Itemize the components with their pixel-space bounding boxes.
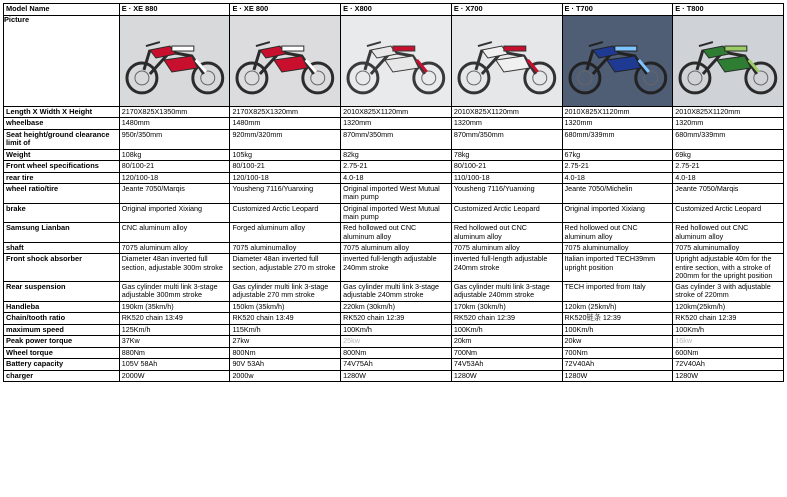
- bike-illustration: [341, 16, 451, 106]
- row-label: rear tire: [4, 172, 120, 184]
- product-photo-trial-bike-t700: [562, 15, 673, 106]
- cell-value: 700Nm: [562, 347, 673, 359]
- table-row: [4, 313, 784, 325]
- cell-value: 880Nm: [119, 347, 230, 359]
- cell-value: Diameter 48an inverted full section, adjustable 300m stroke: [119, 254, 230, 282]
- cell-value: Gas cylinder 3 with adjustable stroke of 220mm: [673, 282, 784, 302]
- cell-value: 4.0-18: [562, 172, 673, 184]
- cell-value: 20kw: [562, 336, 673, 348]
- cell-value: RK520 chain 12:39: [673, 313, 784, 325]
- row-label: Samsung Lianban: [4, 223, 120, 243]
- table-row: [4, 172, 784, 184]
- row-label: Rear suspension: [4, 282, 120, 302]
- cell-value: 1280W: [673, 370, 784, 382]
- cell-value: 2010X825X1120mm: [341, 106, 452, 118]
- cell-value: 7075 aluminumalloy: [562, 242, 673, 254]
- cell-value: Forged aluminum alloy: [230, 223, 341, 243]
- cell-value: 80/100-21: [230, 161, 341, 173]
- cell-value: 2.75-21: [562, 161, 673, 173]
- cell-value: Gas cylinder multi link 3-stage adjustable 270 mm stroke: [230, 282, 341, 302]
- cell-value: 920mm/320mm: [230, 129, 341, 149]
- product-photo-dirt-bike-xe800: [230, 15, 341, 106]
- column-header-model-1: E · XE 880: [119, 4, 230, 16]
- bike-illustration: [452, 16, 562, 106]
- cell-value: Yousheng 7116/Yuanxing: [451, 184, 562, 204]
- cell-value: 1320mm: [451, 118, 562, 130]
- cell-value: 2010X825X1120mm: [673, 106, 784, 118]
- row-label: wheelbase: [4, 118, 120, 130]
- cell-value: 100Km/h: [562, 324, 673, 336]
- table-row: [4, 254, 784, 282]
- cell-value: 1280W: [341, 370, 452, 382]
- cell-value: 2.75-21: [341, 161, 452, 173]
- table-header-row: [4, 4, 784, 16]
- cell-value: 120km (25km/h): [562, 301, 673, 313]
- cell-value: Original imported West Mutual main pump: [341, 203, 452, 223]
- row-label: Front shock absorber: [4, 254, 120, 282]
- cell-value: Italian imported TECH39mm upright position: [562, 254, 673, 282]
- cell-value: Original imported West Mutual main pump: [341, 184, 452, 204]
- cell-value: Red hollowed out CNC aluminum alloy: [673, 223, 784, 243]
- row-label: brake: [4, 203, 120, 223]
- cell-value: Jeante 7050/Michelin: [562, 184, 673, 204]
- cell-value: 7075 aluminumalloy: [673, 242, 784, 254]
- cell-value: Customized Arctic Leopard: [673, 203, 784, 223]
- table-row: [4, 324, 784, 336]
- cell-value: 2170X825X1350mm: [119, 106, 230, 118]
- cell-value: CNC aluminum alloy: [119, 223, 230, 243]
- cell-value: Yousheng 7116/Yuanxing: [230, 184, 341, 204]
- cell-value: Jeante 7050/Marqis: [673, 184, 784, 204]
- cell-value: 1480mm: [119, 118, 230, 130]
- cell-value: Jeante 7050/Marqis: [119, 184, 230, 204]
- column-header-model-4: E · X700: [451, 4, 562, 16]
- cell-value: Upright adjustable 40m for the entire section, with a stroke of 200mm for the upright position: [673, 254, 784, 282]
- cell-value: 2000W: [119, 370, 230, 382]
- cell-value: 700Nm: [451, 347, 562, 359]
- column-header-model-5: E · T700: [562, 4, 673, 16]
- cell-value: Red hollowed out CNC aluminum alloy: [451, 223, 562, 243]
- cell-value: 72V40Ah: [562, 359, 673, 371]
- cell-value: 600Nm: [673, 347, 784, 359]
- cell-value: RK520 chain 12:39: [451, 313, 562, 325]
- cell-value: 4.0-18: [341, 172, 452, 184]
- cell-value: 2000w: [230, 370, 341, 382]
- row-label: charger: [4, 370, 120, 382]
- cell-value: 100Km/h: [451, 324, 562, 336]
- cell-value: RK520 chain 13:49: [119, 313, 230, 325]
- cell-value: 170km (30km/h): [451, 301, 562, 313]
- cell-value: 16kw: [673, 336, 784, 348]
- row-label: wheel ratio/tire: [4, 184, 120, 204]
- cell-value: Original imported Xixiang: [562, 203, 673, 223]
- column-header-model-6: E · T800: [673, 4, 784, 16]
- cell-value: 80/100-21: [119, 161, 230, 173]
- cell-value: 80/100-21: [451, 161, 562, 173]
- cell-value: 150km (35km/h): [230, 301, 341, 313]
- cell-value: 78kg: [451, 149, 562, 161]
- row-label: Battery capacity: [4, 359, 120, 371]
- cell-value: 1320mm: [341, 118, 452, 130]
- table-row: [4, 184, 784, 204]
- cell-value: Customized Arctic Leopard: [451, 203, 562, 223]
- cell-value: 1320mm: [673, 118, 784, 130]
- cell-value: 950r/350mm: [119, 129, 230, 149]
- cell-value: 220km (30km/h): [341, 301, 452, 313]
- cell-value: inverted full-length adjustable 240mm stroke: [341, 254, 452, 282]
- specifications-table: [3, 3, 784, 382]
- cell-value: 120km(25km/h): [673, 301, 784, 313]
- cell-value: 870mm/350mm: [341, 129, 452, 149]
- table-row: [4, 118, 784, 130]
- cell-value: 2170X825X1320mm: [230, 106, 341, 118]
- cell-value: 25kw: [341, 336, 452, 348]
- row-label: Weight: [4, 149, 120, 161]
- cell-value: 37Kw: [119, 336, 230, 348]
- cell-value: 20km: [451, 336, 562, 348]
- table-row: [4, 203, 784, 223]
- cell-value: 115Km/h: [230, 324, 341, 336]
- cell-value: Red hollowed out CNC aluminum alloy: [562, 223, 673, 243]
- cell-value: 74V53Ah: [451, 359, 562, 371]
- cell-value: 1280W: [451, 370, 562, 382]
- cell-value: 100Km/h: [341, 324, 452, 336]
- cell-value: 1320mm: [562, 118, 673, 130]
- cell-value: 190km (35km/h): [119, 301, 230, 313]
- cell-value: TECH imported from Italy: [562, 282, 673, 302]
- cell-value: Gas cylinder multi link 3-stage adjustable 240mm stroke: [451, 282, 562, 302]
- cell-value: 2.75-21: [673, 161, 784, 173]
- cell-value: 7075 aluminum alloy: [119, 242, 230, 254]
- cell-value: 800Nm: [230, 347, 341, 359]
- cell-value: RK520链条 12:39: [562, 313, 673, 325]
- row-label: Front wheel specifications: [4, 161, 120, 173]
- cell-value: 27kw: [230, 336, 341, 348]
- row-label: Wheel torque: [4, 347, 120, 359]
- row-label: maximum speed: [4, 324, 120, 336]
- row-label: Handleba: [4, 301, 120, 313]
- cell-value: Gas cylinder multi link 3-stage adjustable 300mm stroke: [119, 282, 230, 302]
- cell-value: 82kg: [341, 149, 452, 161]
- table-row: [4, 301, 784, 313]
- cell-value: 2010X825X1120mm: [451, 106, 562, 118]
- row-label: shaft: [4, 242, 120, 254]
- table-row: [4, 161, 784, 173]
- cell-value: 7075 aluminumalloy: [230, 242, 341, 254]
- cell-value: Original imported Xixiang: [119, 203, 230, 223]
- row-label: Peak power torque: [4, 336, 120, 348]
- bike-illustration: [563, 16, 673, 106]
- table-row: [4, 149, 784, 161]
- bike-illustration: [673, 16, 783, 106]
- cell-value: 4.0-18: [673, 172, 784, 184]
- picture-row: [4, 15, 784, 106]
- cell-value: 72V40Ah: [673, 359, 784, 371]
- table-row: [4, 282, 784, 302]
- cell-value: 108kg: [119, 149, 230, 161]
- row-label-picture: Picture: [4, 15, 120, 106]
- cell-value: inverted full-length adjustable 240mm stroke: [451, 254, 562, 282]
- cell-value: 680mm/339mm: [562, 129, 673, 149]
- table-row: [4, 359, 784, 371]
- cell-value: 7075 aluminum alloy: [451, 242, 562, 254]
- cell-value: 105kg: [230, 149, 341, 161]
- table-row: [4, 223, 784, 243]
- bike-illustration: [120, 16, 230, 106]
- table-row: [4, 242, 784, 254]
- cell-value: Customized Arctic Leopard: [230, 203, 341, 223]
- cell-value: 120/100-18: [230, 172, 341, 184]
- cell-value: 1480mm: [230, 118, 341, 130]
- row-label: Seat height/ground clearance limit of: [4, 129, 120, 149]
- table-row: [4, 347, 784, 359]
- cell-value: 74V75Ah: [341, 359, 452, 371]
- cell-value: 100Km/h: [673, 324, 784, 336]
- cell-value: 870mm/350mm: [451, 129, 562, 149]
- column-header-model-name: Model Name: [4, 4, 120, 16]
- cell-value: 800Nm: [341, 347, 452, 359]
- cell-value: 680mm/339mm: [673, 129, 784, 149]
- product-photo-dirt-bike-xe880: [119, 15, 230, 106]
- cell-value: 90V 53Ah: [230, 359, 341, 371]
- column-header-model-2: E · XE 800: [230, 4, 341, 16]
- bike-illustration: [230, 16, 340, 106]
- cell-value: 105V 58Ah: [119, 359, 230, 371]
- cell-value: 69kg: [673, 149, 784, 161]
- table-row: [4, 106, 784, 118]
- product-photo-dirt-bike-x800: [341, 15, 452, 106]
- cell-value: Gas cylinder multi link 3-stage adjustable 240mm stroke: [341, 282, 452, 302]
- column-header-model-3: E · X800: [341, 4, 452, 16]
- cell-value: 125Km/h: [119, 324, 230, 336]
- table-row: [4, 370, 784, 382]
- product-photo-dirt-bike-x700: [451, 15, 562, 106]
- row-label: Chain/tooth ratio: [4, 313, 120, 325]
- cell-value: 120/100-18: [119, 172, 230, 184]
- cell-value: Red hollowed out CNC aluminum alloy: [341, 223, 452, 243]
- row-label: Length X Width X Height: [4, 106, 120, 118]
- table-row: [4, 336, 784, 348]
- table-row: [4, 129, 784, 149]
- cell-value: Diameter 48an inverted full section, adjustable 270 m stroke: [230, 254, 341, 282]
- cell-value: RK520 chain 12:39: [341, 313, 452, 325]
- cell-value: RK520 chain 13:49: [230, 313, 341, 325]
- cell-value: 7075 aluminum alloy: [341, 242, 452, 254]
- product-photo-trial-bike-t800: [673, 15, 784, 106]
- cell-value: 2010X825X1120mm: [562, 106, 673, 118]
- cell-value: 110/100-18: [451, 172, 562, 184]
- cell-value: 67kg: [562, 149, 673, 161]
- cell-value: 1280W: [562, 370, 673, 382]
